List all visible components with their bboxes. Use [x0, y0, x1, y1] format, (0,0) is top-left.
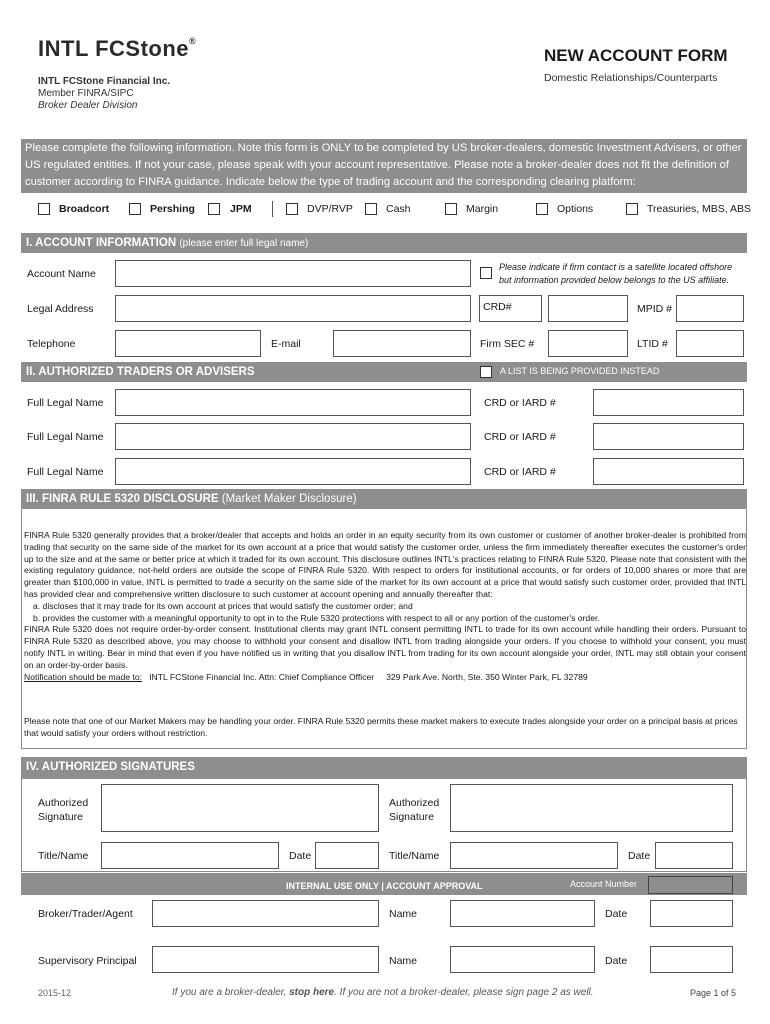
title-name2-label: Title/Name	[389, 850, 440, 862]
form-title: NEW ACCOUNT FORM	[544, 46, 728, 65]
broker-name-input[interactable]	[450, 900, 595, 927]
trader3-crd-label: CRD or IARD #	[484, 466, 556, 478]
ltid-label: LTID #	[637, 338, 668, 350]
notification-address: 329 Park Ave. North, Ste. 350 Winter Park, FL 32789	[386, 671, 588, 682]
title-name1-input[interactable]	[101, 842, 279, 869]
crd-input[interactable]	[548, 295, 628, 322]
section-signatures-header	[21, 757, 747, 779]
options-label: Options	[557, 203, 594, 215]
auth-sig2-input[interactable]	[450, 784, 733, 832]
telephone-input[interactable]	[115, 330, 261, 357]
cash-label: Cash	[386, 203, 411, 215]
auth-sig1-label-line2: Signature	[38, 811, 83, 823]
options-checkbox[interactable]	[536, 203, 548, 215]
supervisory-input[interactable]	[152, 946, 379, 973]
notification-line	[24, 672, 746, 684]
dvp-rvp-checkbox[interactable]	[286, 203, 298, 215]
broker-date-label: Date	[605, 908, 628, 920]
firm-member: Member FINRA/SIPC	[38, 88, 134, 99]
list-provided-checkbox[interactable]	[480, 366, 492, 378]
title-name2-input[interactable]	[450, 842, 618, 869]
trader1-name-input[interactable]	[115, 389, 471, 416]
offshore-note	[499, 261, 732, 287]
supervisory-date-input[interactable]	[650, 946, 733, 973]
offshore-note-line1: Please indicate if firm contact is a satellite located offshore	[499, 262, 733, 272]
footer-note-part2: . If you are not a broker-dealer, please sign page 2 as well.	[334, 987, 594, 998]
firm-name: INTL FCStone Financial Inc.	[38, 76, 171, 87]
supervisory-name-label: Name	[389, 955, 418, 967]
date1-input[interactable]	[315, 842, 379, 869]
broadcort-label: Broadcort	[59, 203, 110, 215]
trader1-name-label: Full Legal Name	[27, 397, 104, 409]
firm-division: Broker Dealer Division	[38, 100, 138, 111]
margin-checkbox[interactable]	[445, 203, 457, 215]
auth-sig1-input[interactable]	[101, 784, 379, 832]
disclosure-text	[24, 530, 746, 683]
telephone-label: Telephone	[27, 338, 76, 350]
jpm-checkbox[interactable]	[208, 203, 220, 215]
intro-banner: Please complete the following information. Note this form is ONLY to be completed by US broker-dealers, domestic Investment Advisers, or other US regulated entities. If not your case, please speak with your account representative. Please note a broker-dealer does not fit the definition of customer according to FINRA guidance. Indicate below the type of trading account and the corresponding clearing platform:	[21, 139, 747, 193]
section-subtitle: (Market Maker Disclosure)	[221, 493, 357, 505]
section-subtitle: (please enter full legal name)	[179, 238, 309, 249]
footer-note-part1: If you are a broker-dealer,	[172, 987, 290, 998]
market-maker-note: Please note that one of our Market Makers may be handling your order. FINRA Rule 5320 permits these market makers to execute trades alongside your order on a principal basis at prices that would satisfy your orders without restriction.	[24, 716, 738, 738]
auth-sig1-label	[38, 796, 88, 824]
auth-sig2-label	[389, 796, 439, 824]
date2-input[interactable]	[655, 842, 733, 869]
dvp-rvp-label: DVP/RVP	[307, 203, 353, 215]
date2-label: Date	[628, 850, 651, 862]
disclosure-item-a: a. discloses that it may trade for its own account at prices that would satisfy the customer order; and	[33, 600, 413, 611]
supervisory-label: Supervisory Principal	[38, 955, 137, 967]
broker-label: Broker/Trader/Agent	[38, 908, 133, 920]
crd-label: CRD#	[479, 295, 542, 322]
supervisory-name-input[interactable]	[450, 946, 595, 973]
section-title: IV. AUTHORIZED SIGNATURES	[26, 761, 195, 773]
firm-sec-label: Firm SEC #	[480, 338, 535, 350]
auth-sig1-label-line1: Authorized	[38, 797, 89, 809]
account-number-input[interactable]	[648, 876, 733, 894]
title-name1-label: Title/Name	[38, 850, 89, 862]
disclosure-para1: FINRA Rule 5320 generally provides that a broker/dealer that accepts and holds an order in an equity security from its own customer or customer of another broker-dealer is prohibited from trading that security on the same side of the market for its own account at a price that would satisfy the customer order, unless the firm immediately thereafter executes the customer's order up to the size and at the same or better price at which it traded for its own account. This disclosure outlines INTL's practices relating to FINRA Rule 5320. Please note that consistent with the existing regulatory guidance, not-held orders are outside the scope of FINRA Rule 5320. With respect to orders for institutional accounts, or for orders of 10,000 shares or more that are greater than $100,000 in value, INTL is permitted to trade a security on the same side of the market for its own account at a price that would satisfy such customer order, provided that INTL has provided clear and comprehensive written disclosure to such customer at account opening and annually thereafter that:	[24, 530, 746, 599]
section-title: I. ACCOUNT INFORMATION	[26, 237, 177, 249]
list-provided-label: A LIST IS BEING PROVIDED INSTEAD	[500, 366, 660, 376]
date1-label: Date	[289, 850, 312, 862]
trader2-name-input[interactable]	[115, 423, 471, 450]
disclosure-para2: FINRA Rule 5320 does not require order-by-order consent. Institutional clients may grant INTL consent permitting INTL to trade for its own account while handling their orders. Pursuant to FINRA Rule 5320 as described above, you may choose to withhold your consent and disallow INTL from trading alongside your orders. If you choose to withhold your consent, you must notify INTL in writing. Bear in mind that even if you have notified us in writing that you disallow INTL from trading for its own account alongside your order, INTL may still obtain your consent on an order-by-order basis.	[24, 624, 746, 670]
account-name-label: Account Name	[27, 268, 96, 280]
trader2-name-label: Full Legal Name	[27, 431, 104, 443]
ltid-input[interactable]	[676, 330, 744, 357]
broker-name-label: Name	[389, 908, 418, 920]
firm-info	[38, 76, 170, 112]
supervisory-date-label: Date	[605, 955, 628, 967]
auth-sig2-label-line2: Signature	[389, 811, 434, 823]
treasuries-checkbox[interactable]	[626, 203, 638, 215]
mpid-label: MPID #	[637, 303, 673, 315]
disclosure-item-b: b. provides the customer with a meaningful opportunity to opt in to the Rule 5320 protections with respect to all or any portion of the customer's order.	[33, 612, 600, 623]
account-number-label: Account Number	[570, 879, 638, 889]
firm-sec-input[interactable]	[548, 330, 628, 357]
pershing-label: Pershing	[150, 203, 195, 215]
trader3-name-label: Full Legal Name	[27, 466, 104, 478]
email-label: E-mail	[271, 338, 301, 350]
page-number: Page 1 of 5	[690, 988, 737, 998]
email-input[interactable]	[333, 330, 471, 357]
pershing-checkbox[interactable]	[129, 203, 141, 215]
cash-checkbox[interactable]	[365, 203, 377, 215]
trader3-crd-input[interactable]	[593, 458, 744, 485]
internal-use-title: INTERNAL USE ONLY | ACCOUNT APPROVAL	[286, 881, 483, 891]
footer-note-bold: stop here	[289, 987, 335, 998]
trader3-name-input[interactable]	[115, 458, 471, 485]
footer-instruction	[172, 987, 594, 998]
auth-sig2-label-line1: Authorized	[389, 797, 440, 809]
form-subtitle: Domestic Relationships/Counterparts	[544, 72, 718, 84]
trader2-crd-input[interactable]	[593, 423, 744, 450]
trader2-crd-label: CRD or IARD #	[484, 431, 556, 443]
section-title: III. FINRA RULE 5320 DISCLOSURE	[26, 493, 219, 505]
section-disclosure-header	[21, 489, 747, 509]
account-name-input[interactable]	[115, 260, 471, 287]
broker-date-input[interactable]	[650, 900, 733, 927]
broadcort-checkbox[interactable]	[38, 203, 50, 215]
mpid-input[interactable]	[676, 295, 744, 322]
section-account-info-header	[21, 233, 747, 253]
offshore-note-line2: but information provided below belongs to the US affiliate.	[499, 275, 730, 285]
section-title: II. AUTHORIZED TRADERS OR ADVISERS	[26, 366, 255, 378]
notification-label: Notification should be made to:	[24, 671, 142, 682]
company-logo: INTL FCStone®	[38, 36, 197, 61]
trader1-crd-input[interactable]	[593, 389, 744, 416]
form-code: 2015-12	[38, 988, 72, 998]
offshore-checkbox[interactable]	[480, 267, 492, 279]
legal-address-label: Legal Address	[27, 303, 94, 315]
divider	[272, 201, 273, 217]
treasuries-label: Treasuries, MBS, ABS	[647, 203, 752, 215]
notification-to: INTL FCStone Financial Inc. Attn: Chief Compliance Officer	[149, 671, 375, 682]
broker-input[interactable]	[152, 900, 379, 927]
margin-label: Margin	[466, 203, 499, 215]
legal-address-input[interactable]	[115, 295, 471, 322]
trader1-crd-label: CRD or IARD #	[484, 397, 556, 409]
jpm-label: JPM	[230, 203, 252, 215]
internal-use-header	[21, 873, 747, 895]
